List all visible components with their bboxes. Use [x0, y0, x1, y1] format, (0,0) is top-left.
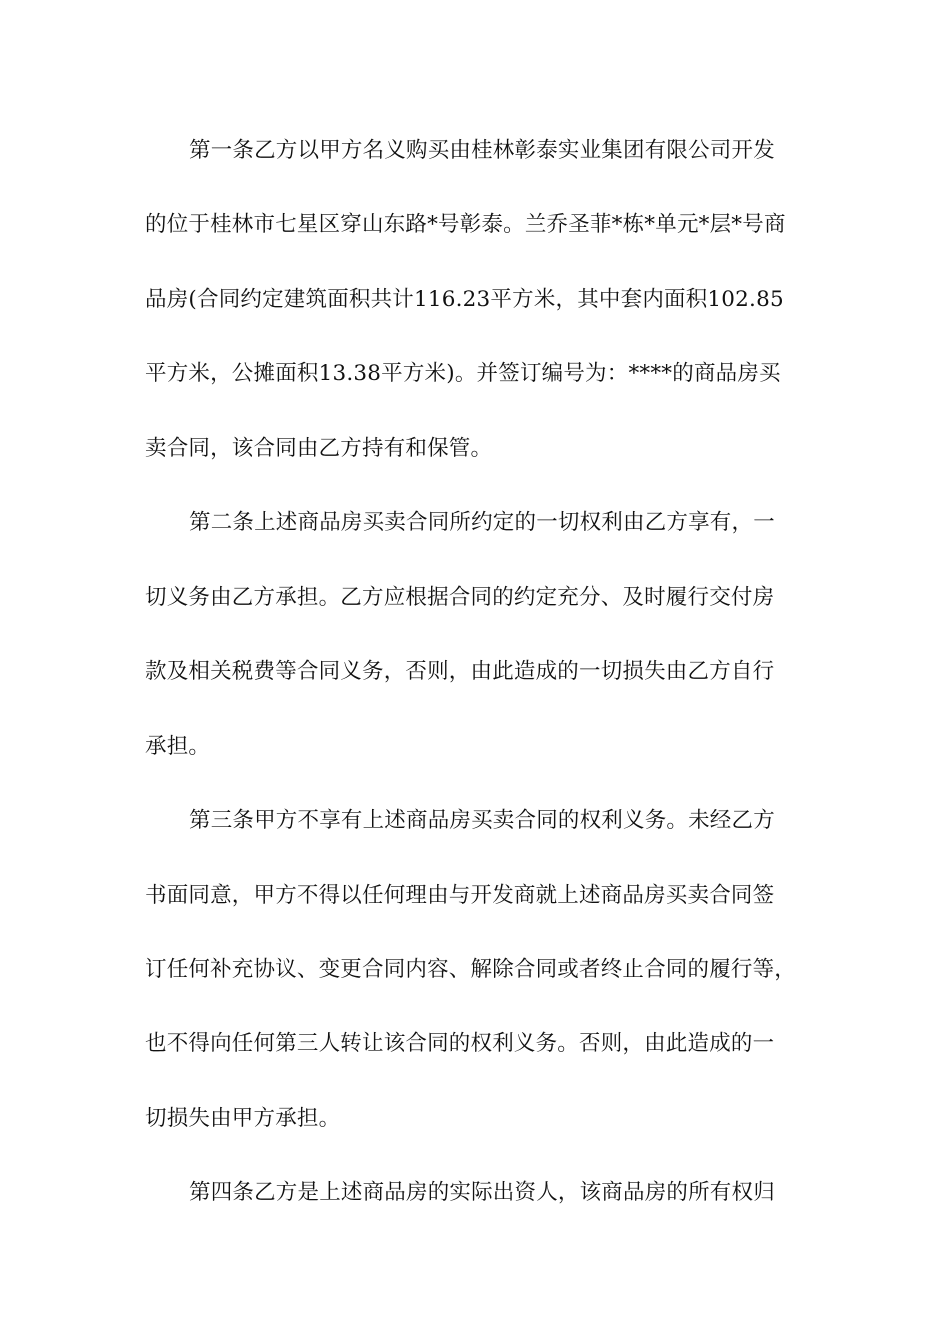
article-1-line-5: 卖合同，该合同由乙方持有和保管。	[145, 436, 493, 461]
article-1-line-1: 第一条乙方以甲方名义购买由桂林彰泰实业集团有限公司开发	[189, 138, 775, 163]
article-3-line-1: 第三条甲方不享有上述商品房买卖合同的权利义务。未经乙方	[189, 808, 775, 833]
article-1-line-2: 的位于桂林市七星区穿山东路*号彰泰。兰乔圣菲*栋*单元*层*号商	[145, 212, 786, 237]
article-2-line-3: 款及相关税费等合同义务，否则，由此造成的一切损失由乙方自行	[145, 659, 775, 684]
article-3-line-3: 订任何补充协议、变更合同内容、解除合同或者终止合同的履行等，	[145, 957, 797, 982]
article-4-line-1: 第四条乙方是上述商品房的实际出资人，该商品房的所有权归	[189, 1180, 775, 1205]
article-2-line-2: 切义务由乙方承担。乙方应根据合同的约定充分、及时履行交付房	[145, 585, 775, 610]
article-1-line-3: 品房(合同约定建筑面积共计116.23平方米，其中套内面积102.85	[145, 287, 784, 312]
article-2-line-4: 承担。	[145, 734, 211, 759]
article-3-line-5: 切损失由甲方承担。	[145, 1106, 341, 1131]
article-3-line-4: 也不得向任何第三人转让该合同的权利义务。否则，由此造成的一	[145, 1031, 775, 1056]
article-1-line-4: 平方米，公摊面积13.38平方米)。并签订编号为：****的商品房买	[145, 361, 781, 386]
article-2-line-1: 第二条上述商品房买卖合同所约定的一切权利由乙方享有，一	[189, 510, 775, 535]
article-3-line-2: 书面同意，甲方不得以任何理由与开发商就上述商品房买卖合同签	[145, 883, 775, 908]
